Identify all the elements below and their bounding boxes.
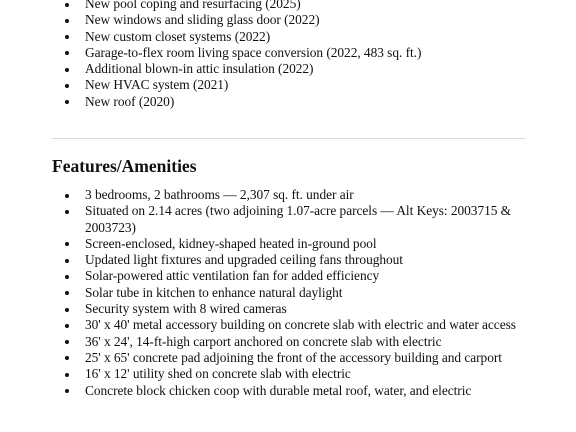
bullet-icon xyxy=(65,51,69,55)
bullet-icon xyxy=(65,19,69,23)
bullet-icon xyxy=(65,242,69,246)
list-item: Solar tube in kitchen to enhance natural daylight xyxy=(0,285,576,301)
list-item: 30' x 40' metal accessory building on concrete slab with electric and water access xyxy=(0,317,576,333)
features-list xyxy=(0,187,576,399)
list-item: New pool coping and resurfacing (2025) xyxy=(0,0,576,12)
bullet-icon xyxy=(65,389,69,393)
list-item: 16' x 12' utility shed on concrete slab with electric xyxy=(0,366,576,382)
bullet-icon xyxy=(65,35,69,39)
bullet-icon xyxy=(65,84,69,88)
bullet-icon xyxy=(65,340,69,344)
bullet-icon xyxy=(65,275,69,279)
bullet-icon xyxy=(65,210,69,214)
list-item: Additional blown-in attic insulation (2022) xyxy=(0,61,576,77)
bullet-icon xyxy=(65,100,69,104)
upgrades-list xyxy=(0,0,576,110)
bullet-icon xyxy=(65,259,69,263)
section-divider xyxy=(52,138,525,139)
list-item: Solar-powered attic ventilation fan for added efficiency xyxy=(0,268,576,284)
list-item: 36' x 24', 14-ft-high carport anchored on concrete slab with electric xyxy=(0,334,576,350)
bullet-icon xyxy=(65,308,69,312)
list-item: Concrete block chicken coop with durable metal roof, water, and electric xyxy=(0,383,576,399)
bullet-icon xyxy=(65,194,69,198)
list-item: Situated on 2.14 acres (two adjoining 1.07-acre parcels — Alt Keys: 2003715 & 2003723) xyxy=(0,203,576,236)
list-item: New windows and sliding glass door (2022) xyxy=(0,12,576,28)
bullet-icon xyxy=(65,373,69,377)
bullet-icon xyxy=(65,291,69,295)
bullet-icon xyxy=(65,3,69,7)
list-item: Updated light fixtures and upgraded ceiling fans throughout xyxy=(0,252,576,268)
list-item: Screen-enclosed, kidney-shaped heated in-ground pool xyxy=(0,236,576,252)
list-item: New HVAC system (2021) xyxy=(0,77,576,93)
bullet-icon xyxy=(65,68,69,72)
bullet-icon xyxy=(65,324,69,328)
list-item: Security system with 8 wired cameras xyxy=(0,301,576,317)
list-item: 25' x 65' concrete pad adjoining the front of the accessory building and carport xyxy=(0,350,576,366)
list-item: New roof (2020) xyxy=(0,94,576,110)
bullet-icon xyxy=(65,356,69,360)
list-item: 3 bedrooms, 2 bathrooms — 2,307 sq. ft. under air xyxy=(0,187,576,203)
list-item: Garage-to-flex room living space conversion (2022, 483 sq. ft.) xyxy=(0,45,576,61)
list-item: New custom closet systems (2022) xyxy=(0,29,576,45)
features-heading: Features/Amenities xyxy=(52,156,197,176)
